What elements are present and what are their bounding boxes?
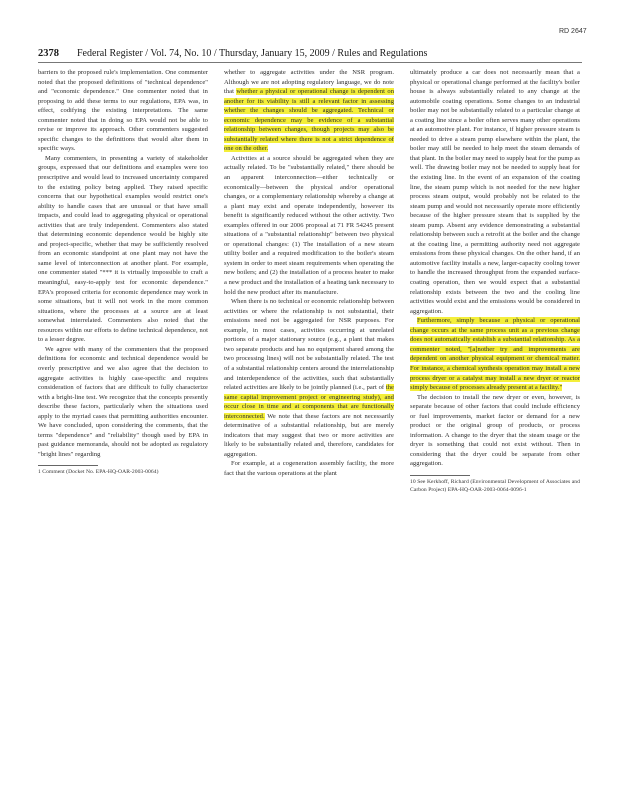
paragraph <box>224 68 394 154</box>
highlighted-text: Furthermore, simply because a physical or operational change occurs at the same process unit as a previous change does not automatically establish a substantial relationship. As a commenter noted, "[a]nother try and improvements are dependent on another physical equipment or chemical matter. For instance, a chemical synthesis operation may install a new process dryer or a catalyst may install a new dryer or reactor simply because of processes already present at a facility." <box>410 317 580 392</box>
paragraph <box>410 316 580 392</box>
footnote-rule <box>410 475 470 476</box>
paragraph-text: We agree with many of the commenters that the proposed definitions for economic and technical dependence would be overly prescriptive and we also agree that the decision to aggregate activities is highly case-specific and requires consideration of factors that are difficult to fully characterize with a bright-line test. We recognize that the concepts presently describe these factors, particularly when the situations used apply to the myriad cases that permitting authorities encounter. We have concluded, upon considering the comments, that the terms "dependence" and "reliability" though used by EPA in past guidance memoranda, should not be adopted as regulatory "bright lines" regarding <box>38 345 208 458</box>
footnote: 1 Comment (Docket No. EPA-HQ-OAR-2003-0064) <box>38 469 159 476</box>
paragraph-text: For example, at a cogeneration assembly facility, the more fact that the various operations at the plant <box>224 460 394 477</box>
highlighted-text: whether a physical or operational change is dependent on another for its viability is still a relevant factor in assessing whether the changes should be aggregated. Technical or economic dependence may be evidence of a substantial relationship between changes, though projects may also be substantially related where there is not a strict dependence of one on the other. <box>224 88 394 153</box>
paragraph-text: Many commenters, in presenting a variety of stakeholder groups, expressed that our definitions and examples were too prescriptive and would lead to increased uncertainty compared to the existing policy being applied. They raised specific concerns that our hypothetical examples would restrict one's ability to handle cases that are unusual or that have small impacts, and could lead to aggregating physical or operational activities that are truly independent. Commenters also stated that determining economic dependence would be highly site and project-specific, whether that may be sufficiently resolved from an economic standpoint at one plant may not have the same level of interconnection at another plant. For example, one commenter stated "*** it is virtually impossible to craft a meaningful, easy-to-apply test for economic dependence." EPA's proposed criteria for economic dependence may work in some situations, but it will not work in the more common situations, where the processes at a source are at least somewhat interrelated. Commenters also noted that the resources within our efforts to define technical dependence, not to a lesser degree. <box>38 154 208 344</box>
footnote: 10 See Kerkhoff, Richard (Environmental Development of Associates and Carbon Project) EPA-HQ-OAR-2003-0064-0096-1 <box>410 478 580 493</box>
column-2 <box>224 68 394 479</box>
page-number: 2378 <box>38 48 59 59</box>
paragraph <box>38 345 208 460</box>
paragraph <box>38 154 208 345</box>
document-id-stamp: RD 2647 <box>559 28 587 35</box>
paragraph <box>410 68 580 316</box>
paragraph <box>410 393 580 469</box>
highlighted-text: the same capital improvement project or engineering study), and occur close in time and at components that are functionally interconnected. <box>224 384 394 420</box>
footnote-rule <box>38 465 98 466</box>
paragraph <box>224 154 394 297</box>
publication-line: Federal Register / Vol. 74, No. 10 / Thursday, January 15, 2009 / Rules and Regulations <box>77 48 428 59</box>
page-header <box>38 48 582 63</box>
paragraph <box>224 297 394 459</box>
column-1 <box>38 68 208 477</box>
paragraph <box>38 68 208 154</box>
paragraph-text: The decision to install the new dryer or even, however, is separate because of other factors that could include efficiency or fuel improvements, market factor or demand for a new product or the original group of products, or process information. A change to the dryer that the steam usage or the dryer is something that could not exist without. Then in considering that the dryer could be separate from other aggregation. <box>410 393 580 468</box>
paragraph-text: whether to aggregate activities under the NSR program. Although we are not adopting regulatory language, we do note that <box>224 69 394 96</box>
paragraph-text: barriers to the proposed rule's implementation. One commenter noted that the proposed definitions of "technical dependence" and "economic dependence." One commenter noted that in proposing to add these terms to our regulations, EPA was, in effect, codifying the existing interpretations. The same commenter noted that in doing so EPA would not be able to revise or improve its approach. Other commenters suggested specific changes to the definitions that would alter them in specific ways. <box>38 69 208 153</box>
paragraph-text: When there is no technical or economic relationship between activities or where the relationship is not substantial, their emissions need not be aggregated for NSR purposes. For example, in most cases, activities occurring at unrelated portions of a major stationary source (e.g., a plant that makes two separate products and has no equipment shared among the two processing lines) will not be substantially related. The test of a substantial relationship centers around the interrelationship and interdependence of the activities, such that substantially related activities are likely to be jointly planned (i.e., part of <box>224 298 394 392</box>
column-3 <box>410 68 580 494</box>
paragraph-text: Activities at a source should be aggregated when they are actually related. To be "substantially related," there should be an apparent interconnection—either technically or economically—between the physical and/or operational changes, or a complementary relationship whereby a change at a plant may exist and operate independently, however its benefit is significantly reduced without the other activity. Two examples offered in our 2006 proposal at 71 FR 54245 present situations of a "substantial relationship" between two physical or operational changes: (1) The installation of a new steam utility boiler and a required modification to the boiler's steam system in order to meet steam requirements when operating the new boilers; and (2) the installation of a process heater to make a new product and the installation of a heating tank necessary to hold the new product after its manufacture. <box>224 154 394 296</box>
paragraph <box>224 459 394 478</box>
paragraph-text: We note that these factors are not necessarily determinative of a substantial relationship, but are merely indicators that may suggest that two or more activities are likely to be substantially related and, therefore, candidates for aggregation. <box>224 412 394 458</box>
paragraph-text: ultimately produce a car does not necessarily mean that a physical or operational change performed at the facility's boiler house is always substantially related to any change at the automobile coating operations. Some changes to an industrial boiler may not be substantially related to a particular change at a coating line since a boiler often serves many other operations at an automotive plant. For instance, if higher pressure steam is needed to drive a steam pump elsewhere within the plant, the boiler may still be needed to help meet the steam demands of that plant. In the boiler may need to supply heat for the pump as well. The drawing boiler may not be needed to supply heat for the existing line. In the event of an expansion of the coating line, the steam pump which is not needed for the new higher process steam output, would probably not be related to the steam pump and would not necessarily operate more efficiently because of the higher pressure steam that is supplied by the steam pump. Absent any evidence demonstrating a substantial relationship between such a retrofit at the boiler and the change at the coating line, a permitting authority need not aggregate emissions from these physical changes. On the other hand, if an automotive facility installs a new, larger-capacity cooling tower to handle the increased throughput from the expanded surface-coating operation, then we would expect that a substantial relationship exists between the two and the cooling line activities would exist and the emissions would be considered in aggregation. <box>410 69 580 315</box>
